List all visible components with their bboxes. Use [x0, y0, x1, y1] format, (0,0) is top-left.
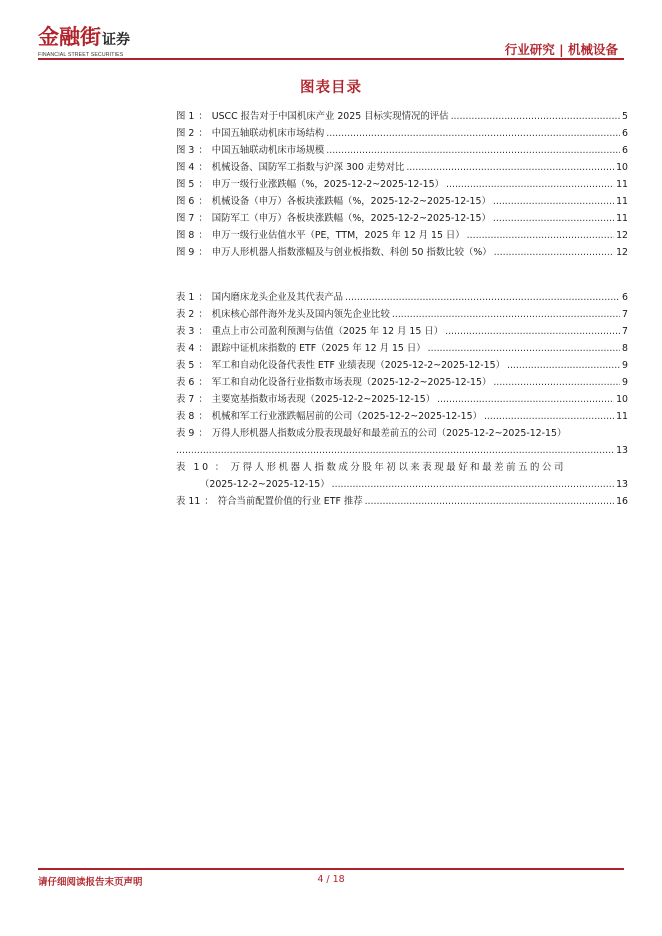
toc-entry-table-9[interactable]: 表 9 ： 万得人形机器人指数成分股表现最好和最差前五的公司（2025-12-2~2025-12-15） [176, 428, 567, 439]
toc-entry-table-8[interactable]: 表 8 ： 机械和军工行业涨跌幅居前的公司（2025-12-2~2025-12-15） ..... 11 [176, 408, 628, 425]
toc-entry-table-6[interactable]: 表 6 ： 军工和自动化设备行业指数市场表现（2025-12-2~2025-12-15） ..... 9 [176, 374, 628, 391]
toc-entry-table-7[interactable]: 表 7 ： 主要宽基指数市场表现（2025-12-2~2025-12-15） ..... 10 [176, 391, 628, 408]
footer-divider [38, 868, 624, 870]
toc-entry-figure-9[interactable]: 图 9 ： 申万人形机器人指数涨幅及与创业板指数、科创 50 指数比较（%） ..... 12 [176, 244, 628, 261]
toc-entry-table-4[interactable]: 表 4 ： 跟踪中证机床指数的 ETF（2025 年 12 月 15 日） ..... 8 [176, 340, 628, 357]
table-list [176, 289, 628, 510]
toc-entry-table-5[interactable]: 表 5 ： 军工和自动化设备代表性 ETF 业绩表现（2025-12-2~2025-12-15） ..... 9 [176, 357, 628, 374]
toc-entry-table-2[interactable]: 表 2 ： 机床核心部件海外龙头及国内领先企业比较 ..... 7 [176, 306, 628, 323]
toc-entry-figure-4[interactable]: 图 4 ： 机械设备、国防军工指数与沪深 300 走势对比 ..... 10 [176, 159, 628, 176]
toc-entry-table-10[interactable]: 表 10 ： 万得人形机器人指数成分股年初以来表现最好和最差前五的公司 [176, 462, 566, 473]
figure-list [176, 108, 628, 261]
header-divider [38, 58, 624, 60]
toc-entry-figure-6[interactable]: 图 6 ： 机械设备（申万）各板块涨跌幅（%，2025-12-2~2025-12-15） ..... 11 [176, 193, 628, 210]
toc-entry-table-11[interactable]: 表 11 ： 符合当前配置价值的行业 ETF 推荐 ..... 16 [176, 493, 628, 510]
toc-entry-table-3[interactable]: 表 3 ： 重点上市公司盈利预测与估值（2025 年 12 月 15 日） ..... 7 [176, 323, 628, 340]
toc-entry-figure-2[interactable]: 图 2 ： 中国五轴联动机床市场结构 ..... 6 [176, 125, 628, 142]
toc-entry-table-10-leader[interactable]: （2025-12-2~2025-12-15） ..... 13 [176, 476, 628, 493]
page-title: 图表目录 [300, 80, 362, 96]
toc-entry-figure-3[interactable]: 图 3 ： 中国五轴联动机床市场规模 ..... 6 [176, 142, 628, 159]
report-section: 行业研究 | 机械设备 [504, 42, 618, 57]
toc-entry-figure-1[interactable]: 图 1 ： USCC 报告对于中国机床产业 2025 目标实现情况的评估 ..... 5 [176, 108, 628, 125]
toc-entry-table-9-leader[interactable]: ..... 13 [176, 442, 628, 459]
toc-entry-figure-8[interactable]: 图 8 ： 申万一级行业估值水平（PE，TTM，2025 年 12 月 15 日） ..... 12 [176, 227, 628, 244]
company-logo [38, 26, 148, 60]
toc-entry-table-1[interactable]: 表 1 ： 国内磨床龙头企业及其代表产品 ..... 6 [176, 289, 628, 306]
toc-entry-figure-5[interactable]: 图 5 ： 申万一级行业涨跌幅（%，2025-12-2~2025-12-15） ..... 11 [176, 176, 628, 193]
logo-english: FINANCIAL STREET SECURITIES [38, 52, 124, 58]
page-number: 4 / 18 [317, 874, 345, 885]
footer-disclaimer: 请仔细阅读报告末页声明 [38, 877, 143, 888]
logo-chinese: 金融街证券 [38, 24, 130, 49]
toc-entry-figure-7[interactable]: 图 7 ： 国防军工（申万）各板块涨跌幅（%，2025-12-2~2025-12-15） ..... 11 [176, 210, 628, 227]
